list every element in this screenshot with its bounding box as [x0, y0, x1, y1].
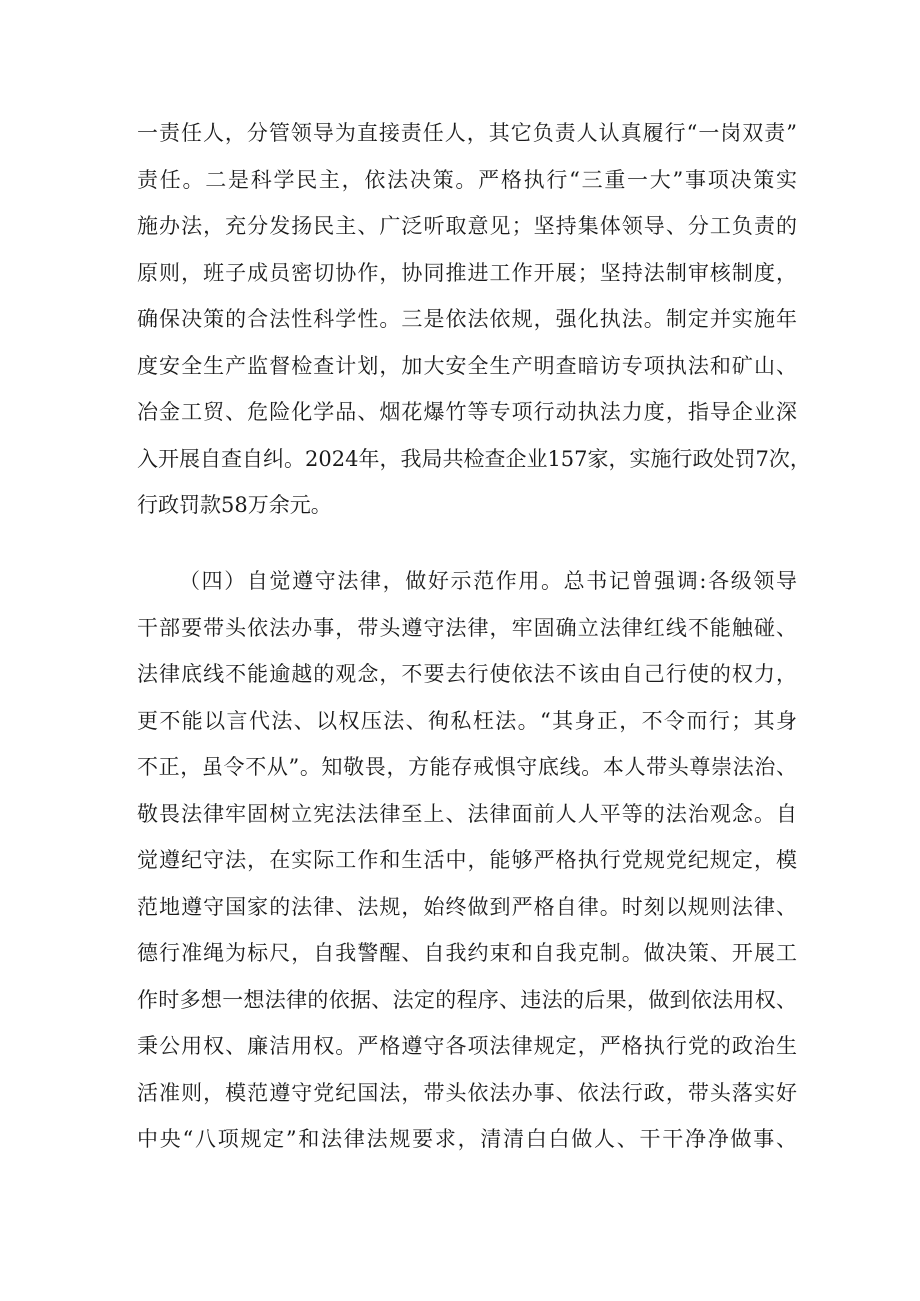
paragraph-line: 行政罚款58万余元。 [137, 493, 332, 517]
paragraph-line: 更不能以言代法、以权压法、徇私枉法。“其身正，不令而行；其身 [137, 708, 797, 733]
paragraph-line: 作时多想一想法律的依据、法定的程序、违法的后果，做到依法用权、 [137, 987, 797, 1012]
paragraph-line: 度安全生产监督检查计划，加大安全生产明查暗访专项执法和矿山、 [137, 353, 797, 378]
paragraph-line: 法律底线不能逾越的观念，不要去行使依法不该由自己行使的权力， [137, 662, 797, 686]
paragraph-first-line: （四）自觉遵守法律，做好示范作用。总书记曾强调:各级领导 [179, 569, 797, 593]
paragraph-line: 活准则，模范遵守党纪国法，带头依法办事、依法行政，带头落实好 [137, 1080, 797, 1105]
paragraph-line: 中央“八项规定”和法律法规要求，清清白白做人、干干净净做事、 [137, 1127, 797, 1151]
paragraph-abide-by-law [137, 558, 797, 1163]
paragraph-line: 敬畏法律牢固树立宪法法律至上、法律面前人人平等的法治观念。自 [137, 801, 797, 826]
paragraph-line: 原则，班子成员密切协作，协同推进工作开展；坚持法制审核制度， [137, 260, 797, 285]
paragraph-line: 范地遵守国家的法律、法规，始终做到严格自律。时刻以规则法律、 [137, 894, 797, 919]
paragraph-responsibility-and-law-enforcement [137, 110, 811, 529]
paragraph-line: 不正，虽令不从”。知敬畏，方能存戒惧守底线。本人带头尊崇法治、 [137, 755, 797, 779]
paragraph-line: 德行准绳为标尺，自我警醒、自我约束和自我克制。做决策、开展工 [137, 941, 797, 965]
paragraph-line: 确保决策的合法性科学性。三是依法依规，强化执法。制定并实施年 [137, 307, 797, 331]
paragraph-line: 秉公用权、廉洁用权。严格遵守各项法律规定，严格执行党的政治生 [137, 1034, 797, 1058]
paragraph-line: 干部要带头依法办事，带头遵守法律，牢固确立法律红线不能触碰、 [137, 615, 797, 640]
paragraph-line: 冶金工贸、危险化学品、烟花爆竹等专项行动执法力度，指导企业深 [137, 400, 797, 424]
paragraph-line: 责任。二是科学民主，依法决策。严格执行“三重一大”事项决策实 [137, 167, 797, 192]
paragraph-line: 入开展自查自纠。2024年，我局共检查企业157家，实施行政处罚7次， [137, 446, 811, 471]
paragraph-line: 一责任人，分管领导为直接责任人，其它负责人认真履行“一岗双责” [137, 121, 797, 145]
paragraph-line: 觉遵纪守法，在实际工作和生活中，能够严格执行党规党纪规定，模 [137, 848, 797, 872]
paragraph-line: 施办法，充分发扬民主、广泛听取意见；坚持集体领导、分工负责的 [137, 214, 797, 238]
